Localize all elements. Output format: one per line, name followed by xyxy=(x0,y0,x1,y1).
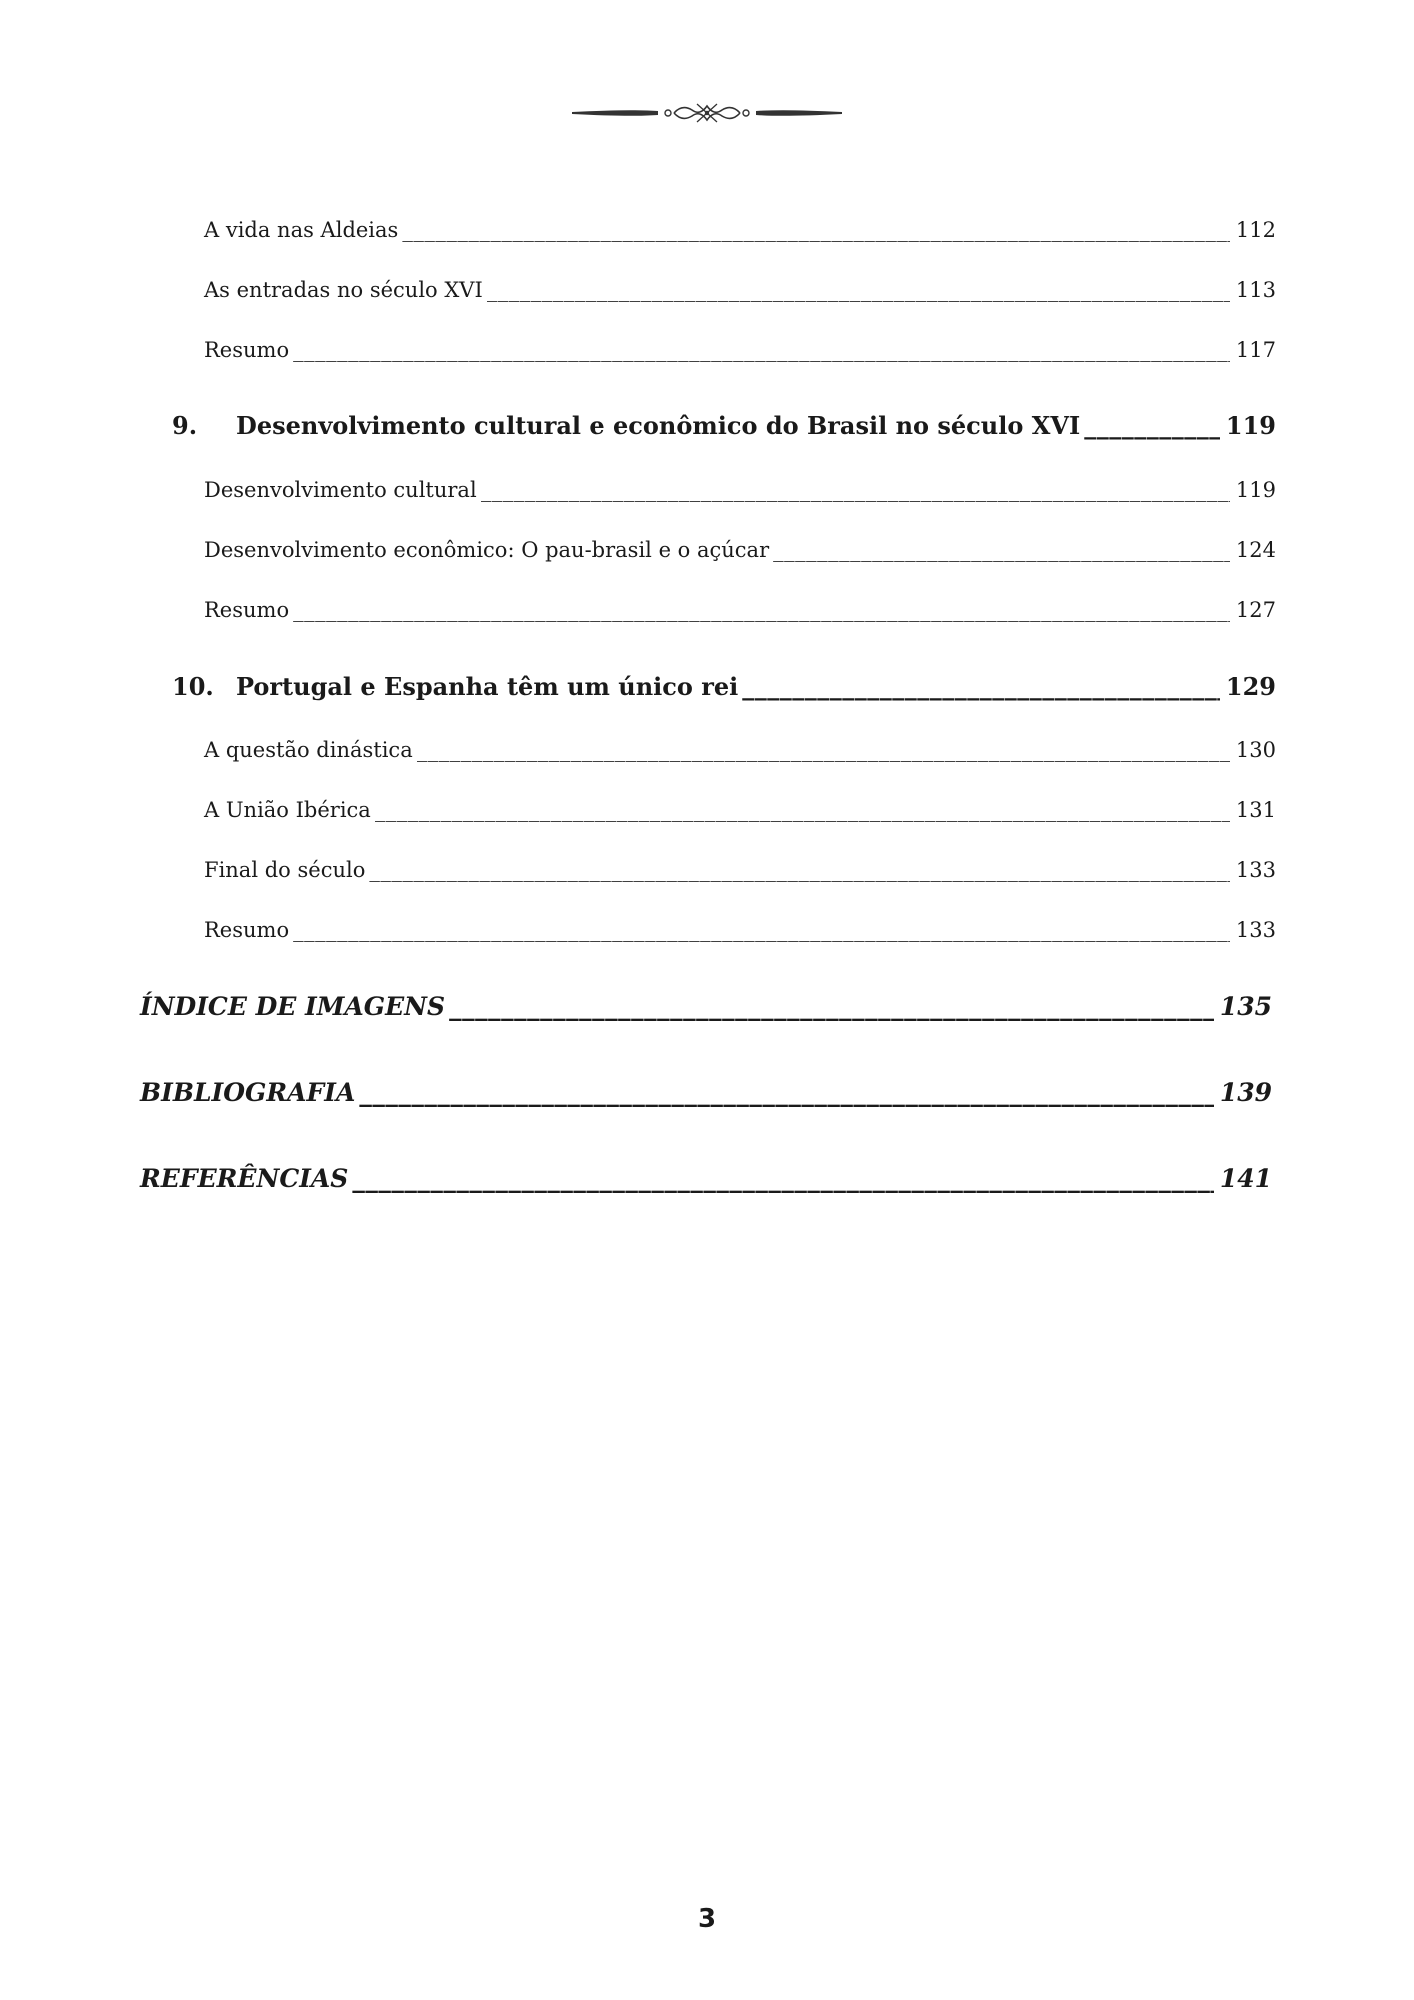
toc-index-of-images[interactable] xyxy=(140,992,1276,1021)
page-number: 3 xyxy=(697,1904,717,1934)
toc-entry[interactable] xyxy=(204,858,1276,882)
toc-entry-title: A vida nas Aldeias xyxy=(204,218,399,242)
toc-entry-title: As entradas no século XVI xyxy=(204,278,483,302)
toc-leader xyxy=(1084,411,1220,440)
toc-entry-title: A questão dinástica xyxy=(204,738,413,762)
toc-entry-page: 119 xyxy=(1235,478,1276,502)
toc-entry-page: 112 xyxy=(1235,218,1276,242)
toc-entry-title: Resumo xyxy=(204,598,290,622)
toc-chapter-number: 9. xyxy=(172,411,198,440)
toc-entry-page: 113 xyxy=(1235,278,1276,302)
toc-entry[interactable] xyxy=(204,798,1276,822)
toc-leader xyxy=(773,538,1230,562)
toc-leader xyxy=(352,1164,1213,1193)
toc-entry-title: ÍNDICE DE IMAGENS xyxy=(140,992,446,1021)
toc-entry[interactable] xyxy=(204,598,1276,622)
toc-entry-page: 141 xyxy=(1219,1164,1272,1193)
toc-entry[interactable] xyxy=(204,218,1276,242)
toc-entry-title: Resumo xyxy=(204,918,290,942)
toc-entry-page: 135 xyxy=(1219,992,1272,1021)
toc-leader xyxy=(293,918,1230,942)
toc-entry-page: 119 xyxy=(1225,411,1276,440)
toc-entry-title: Desenvolvimento cultural e econômico do Brasil no século XVI xyxy=(236,411,1081,440)
toc-leader xyxy=(402,218,1230,242)
toc-leader xyxy=(417,738,1230,762)
toc-entry-page: 129 xyxy=(1225,672,1276,701)
toc-entry-page: 117 xyxy=(1235,338,1276,362)
toc-entry-title: Final do século xyxy=(204,858,366,882)
toc-entry-page: 139 xyxy=(1219,1078,1272,1107)
toc-entry-title: REFERÊNCIAS xyxy=(140,1164,349,1193)
toc-chapter-number: 10. xyxy=(172,672,214,701)
toc-entry-page: 127 xyxy=(1235,598,1276,622)
toc-entry[interactable] xyxy=(204,478,1276,502)
toc-chapter-10[interactable] xyxy=(172,672,1276,701)
toc-references[interactable] xyxy=(140,1164,1276,1193)
toc-leader xyxy=(487,278,1230,302)
toc-entry-title: Portugal e Espanha têm um único rei xyxy=(236,672,739,701)
toc-leader xyxy=(449,992,1214,1021)
toc-entry-page: 133 xyxy=(1235,918,1276,942)
toc-leader xyxy=(375,798,1230,822)
toc-bibliography[interactable] xyxy=(140,1078,1276,1107)
toc-leader xyxy=(293,598,1230,622)
toc-entry-page: 130 xyxy=(1235,738,1276,762)
toc-entry-title: BIBLIOGRAFIA xyxy=(140,1078,356,1107)
toc-chapter-9[interactable] xyxy=(172,411,1276,440)
toc-entry[interactable] xyxy=(204,538,1276,562)
toc-entry-title: Desenvolvimento cultural xyxy=(204,478,477,502)
toc-entry-title: Desenvolvimento econômico: O pau-brasil e o açúcar xyxy=(204,538,770,562)
toc-entry[interactable] xyxy=(204,738,1276,762)
toc-entry-title: Resumo xyxy=(204,338,290,362)
toc-entry-page: 133 xyxy=(1235,858,1276,882)
toc-leader xyxy=(481,478,1230,502)
toc-entry[interactable] xyxy=(204,338,1276,362)
toc-entry-title: A União Ibérica xyxy=(204,798,371,822)
toc-leader xyxy=(359,1078,1213,1107)
toc-leader xyxy=(742,672,1220,701)
toc-entry-page: 124 xyxy=(1235,538,1276,562)
toc-leader xyxy=(293,338,1230,362)
toc-entry[interactable] xyxy=(204,918,1276,942)
toc-entry-page: 131 xyxy=(1235,798,1276,822)
toc-entry[interactable] xyxy=(204,278,1276,302)
toc-leader xyxy=(369,858,1230,882)
